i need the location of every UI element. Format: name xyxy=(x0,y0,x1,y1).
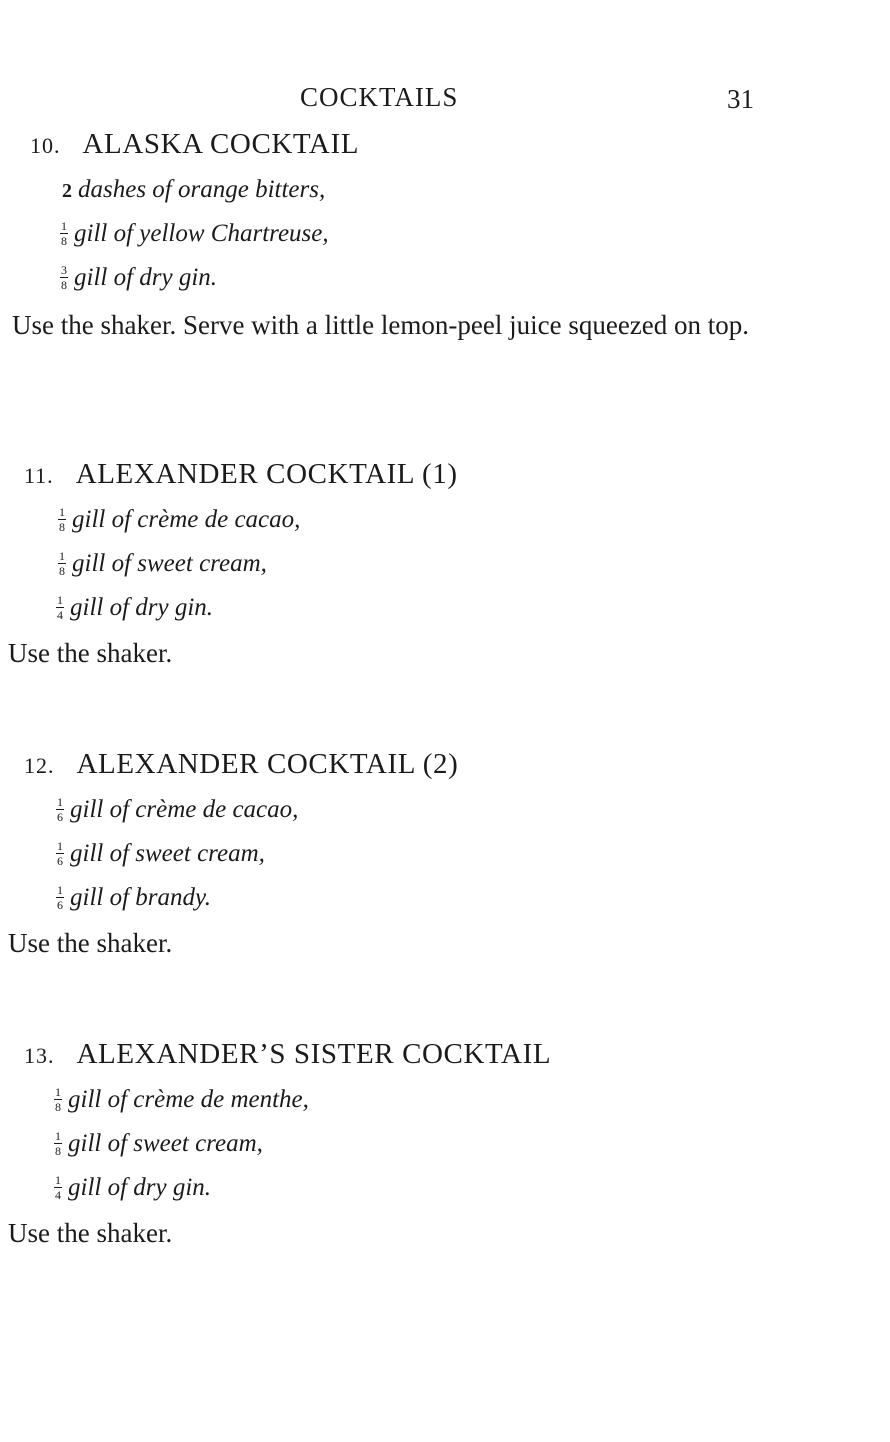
fraction xyxy=(56,796,64,823)
running-head: COCKTAILS xyxy=(300,82,459,112)
fraction-numerator: 1 xyxy=(55,1129,61,1143)
fraction-numerator: 1 xyxy=(57,883,63,897)
fraction-numerator: 1 xyxy=(57,593,63,607)
ingredient-line xyxy=(58,550,267,578)
fraction-numerator: 1 xyxy=(55,1173,61,1187)
ingredient-line xyxy=(62,176,325,204)
ingredient-text: dashes of orange bitters, xyxy=(78,176,326,203)
ingredient-amount: 2 xyxy=(62,180,72,202)
ingredient-line xyxy=(54,1174,211,1202)
fraction-denominator: 6 xyxy=(57,854,63,868)
fraction-denominator: 4 xyxy=(55,1188,61,1202)
recipe-instruction: Use the shaker. xyxy=(8,928,173,958)
fraction-numerator: 1 xyxy=(57,795,63,809)
recipe-title: ALEXANDER COCKTAIL (2) xyxy=(76,748,459,780)
fraction-denominator: 6 xyxy=(57,810,63,824)
fraction-numerator: 1 xyxy=(57,839,63,853)
ingredient-text: gill of sweet cream, xyxy=(72,550,267,577)
fraction-denominator: 8 xyxy=(61,278,67,292)
recipe-instruction: Use the shaker. xyxy=(8,638,173,668)
recipe-number: 13. xyxy=(24,1043,55,1068)
recipe-heading xyxy=(24,1038,551,1071)
fraction-numerator: 1 xyxy=(59,505,65,519)
fraction xyxy=(54,1086,62,1113)
recipe-title: ALEXANDER’S SISTER COCKTAIL xyxy=(76,1038,552,1070)
ingredient-line xyxy=(56,594,213,622)
ingredient-text: gill of sweet cream, xyxy=(70,840,265,867)
fraction-numerator: 1 xyxy=(59,549,65,563)
recipe-title: ALEXANDER COCKTAIL (1) xyxy=(75,458,458,490)
ingredient-text: gill of crème de menthe, xyxy=(68,1086,309,1113)
ingredient-line xyxy=(58,506,300,534)
fraction-numerator: 1 xyxy=(55,1085,61,1099)
fraction-denominator: 8 xyxy=(61,234,67,248)
recipe-number: 12. xyxy=(24,753,55,778)
fraction-denominator: 8 xyxy=(59,564,65,578)
fraction xyxy=(60,220,68,247)
fraction xyxy=(60,264,68,291)
ingredient-text: gill of crème de cacao, xyxy=(72,506,301,533)
fraction xyxy=(58,506,66,533)
fraction xyxy=(54,1174,62,1201)
ingredient-text: gill of yellow Chartreuse, xyxy=(74,220,329,247)
ingredient-line xyxy=(60,264,217,292)
ingredient-text: gill of brandy. xyxy=(70,884,211,911)
recipe-title: ALASKA COCKTAIL xyxy=(82,128,360,160)
ingredient-line xyxy=(56,840,265,868)
ingredient-text: gill of crème de cacao, xyxy=(70,796,299,823)
ingredient-line xyxy=(60,220,329,248)
ingredient-line xyxy=(56,884,211,912)
ingredient-text: gill of dry gin. xyxy=(74,264,218,291)
fraction-denominator: 4 xyxy=(57,608,63,622)
fraction-denominator: 8 xyxy=(55,1100,61,1114)
ingredient-line xyxy=(54,1130,263,1158)
fraction xyxy=(58,550,66,577)
fraction xyxy=(56,594,64,621)
fraction-denominator: 6 xyxy=(57,898,63,912)
fraction-numerator: 1 xyxy=(61,219,67,233)
ingredient-line xyxy=(56,796,298,824)
recipe-heading xyxy=(24,748,458,781)
fraction-denominator: 8 xyxy=(55,1144,61,1158)
ingredient-text: gill of dry gin. xyxy=(68,1174,212,1201)
recipe-number: 11. xyxy=(24,463,54,488)
fraction xyxy=(54,1130,62,1157)
fraction-numerator: 3 xyxy=(61,263,67,277)
ingredient-text: gill of dry gin. xyxy=(70,594,214,621)
page-number: 31 xyxy=(727,84,754,114)
fraction xyxy=(56,884,64,911)
ingredient-line xyxy=(54,1086,309,1114)
recipe-heading xyxy=(30,128,359,161)
recipe-instruction: Use the shaker. Serve with a little lemon-peel juice squeezed on top. xyxy=(12,310,750,340)
recipe-instruction: Use the shaker. xyxy=(8,1218,173,1248)
recipe-heading xyxy=(24,458,458,491)
fraction-denominator: 8 xyxy=(59,520,65,534)
recipe-number: 10. xyxy=(30,133,61,158)
ingredient-text: gill of sweet cream, xyxy=(68,1130,263,1157)
fraction xyxy=(56,840,64,867)
